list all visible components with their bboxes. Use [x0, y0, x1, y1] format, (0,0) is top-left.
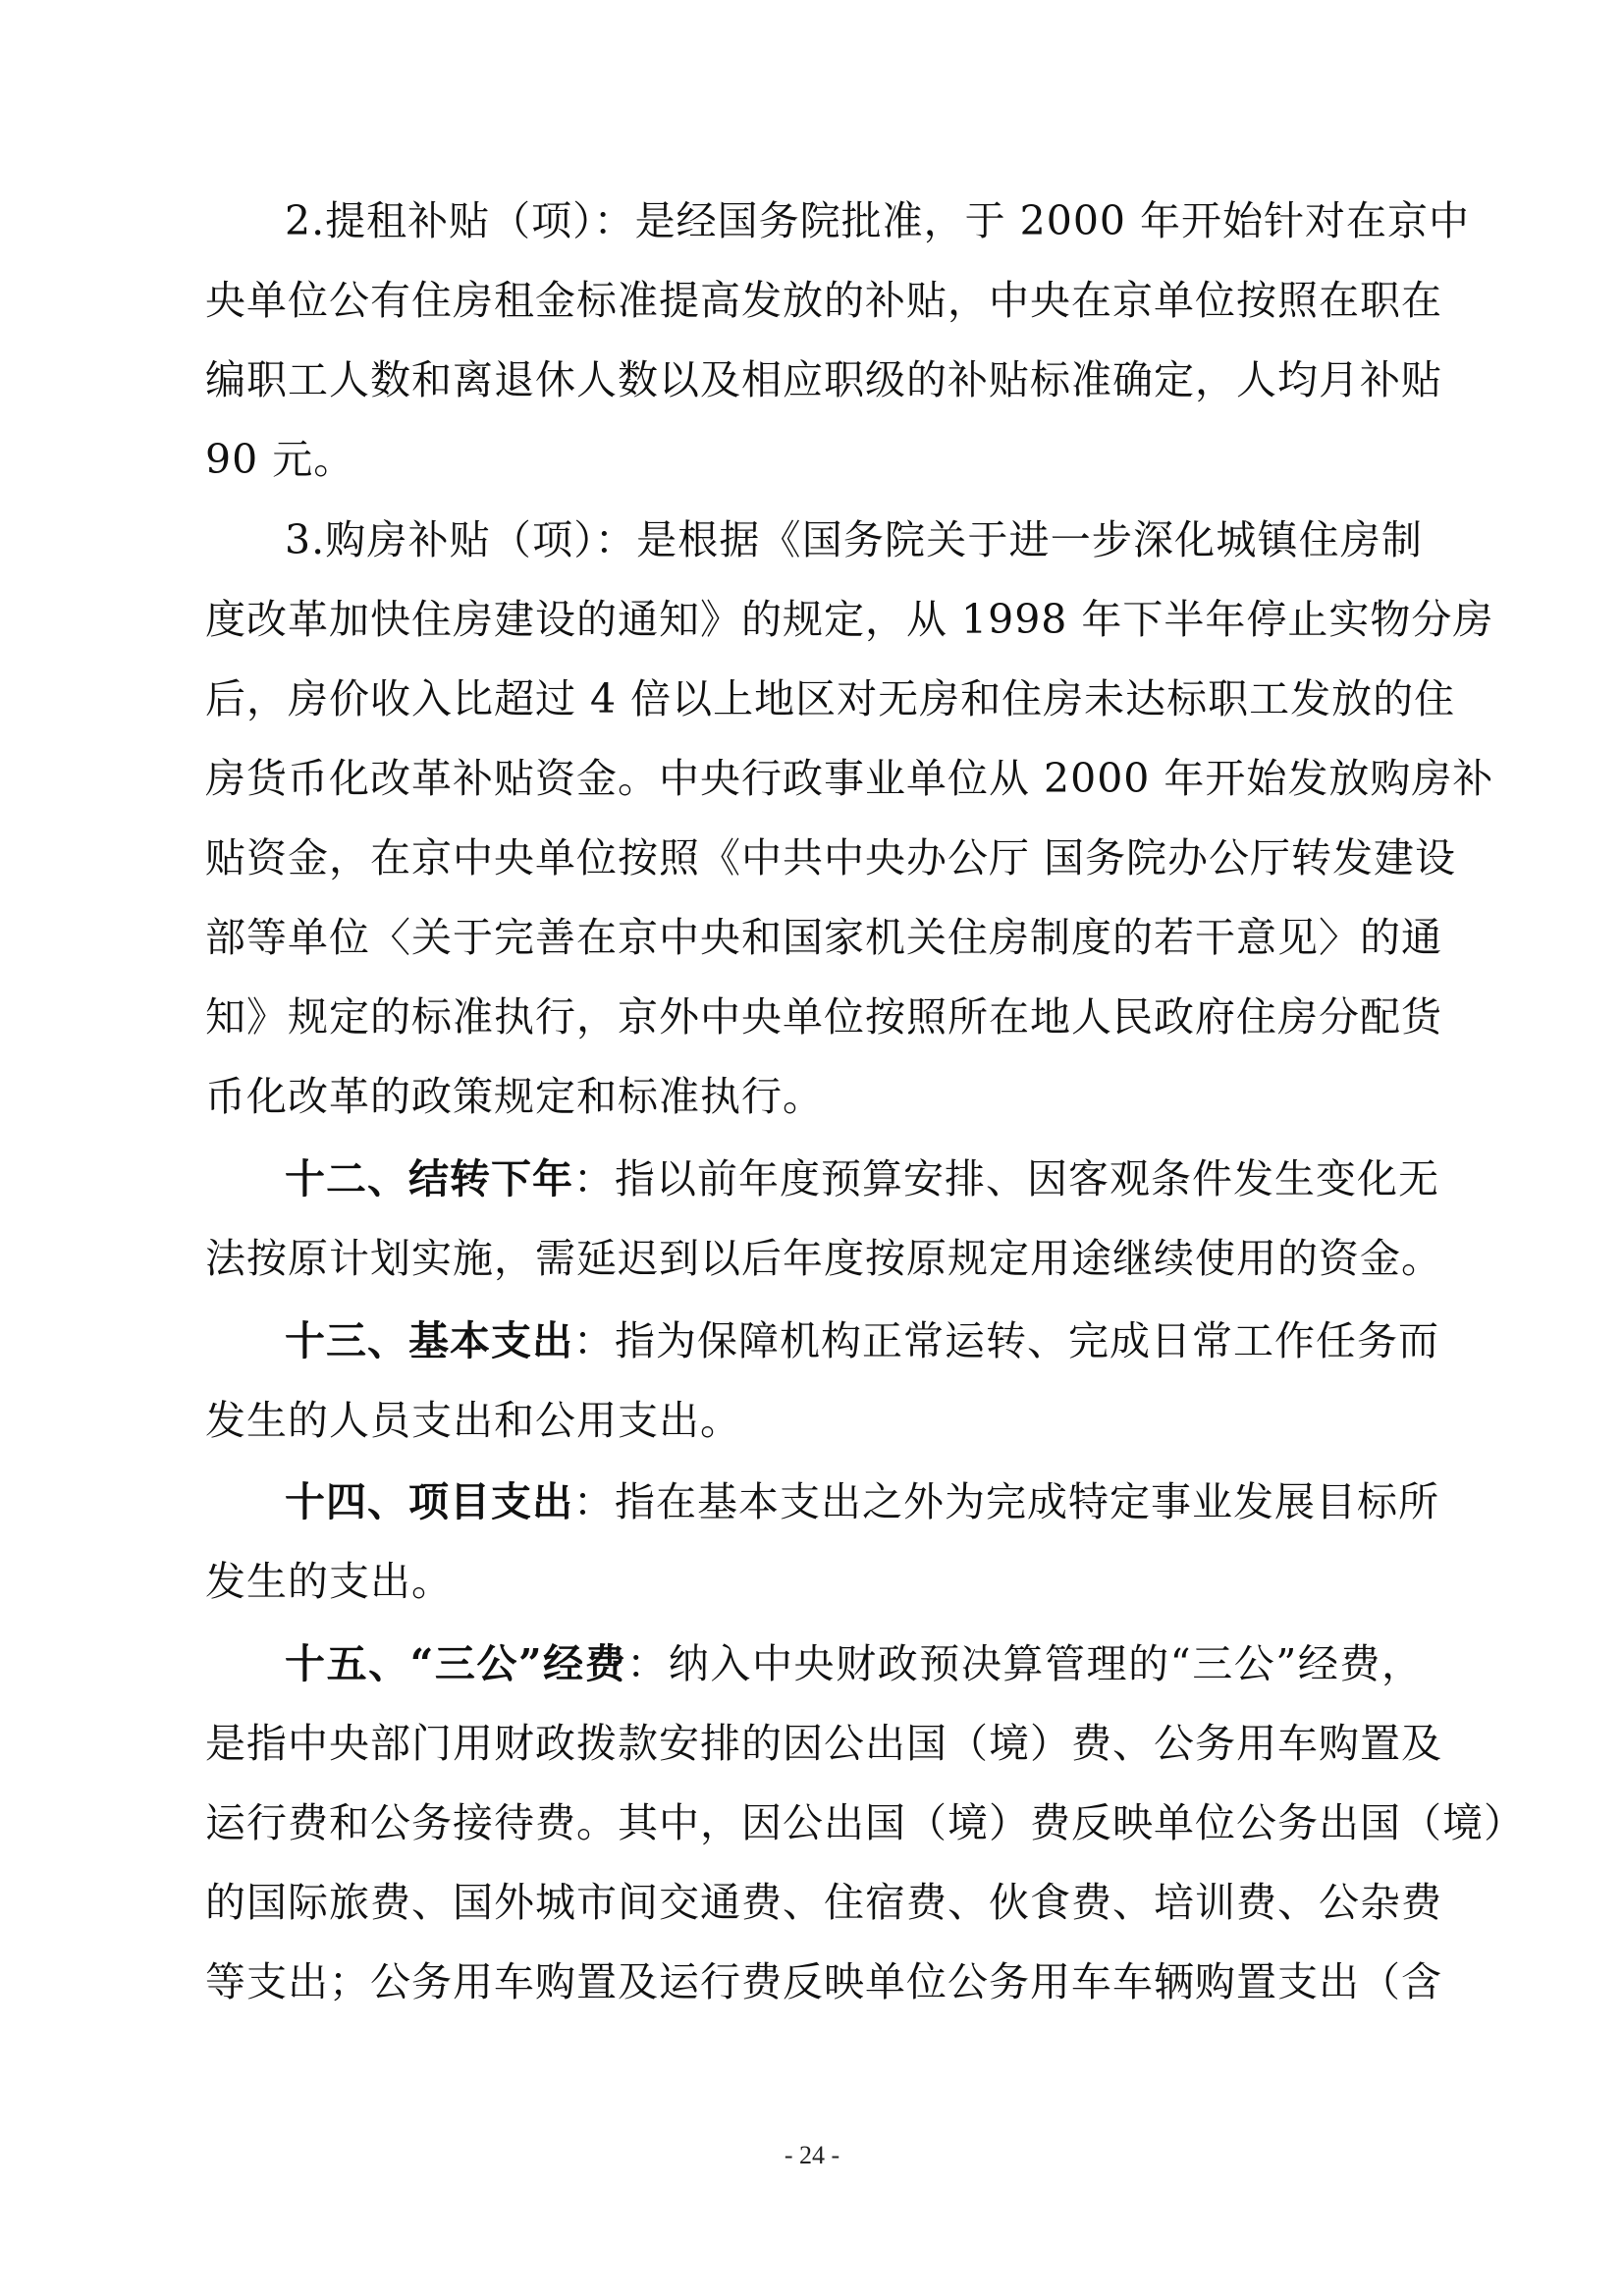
paragraph-2-line-1: 3.购房补贴（项）：是根据《国务院关于进一步深化城镇住房制 [285, 516, 1423, 563]
paragraph-2-line-7: 知》规定的标准执行，京外中央单位按照所在地人民政府住房分配货 [205, 993, 1442, 1041]
paragraph-4-line-2: 发生的人员支出和公用支出。 [205, 1397, 741, 1444]
paragraph-2-line-8: 币化改革的政策规定和标准执行。 [205, 1073, 824, 1120]
paragraph-3-line-2: 法按原计划实施，需延迟到以后年度按原规定用途继续使用的资金。 [205, 1235, 1442, 1282]
page-number: - 24 - [784, 2141, 840, 2169]
paragraph-5-line-1-text: ：指在基本支出之外为完成特定事业发展目标所 [573, 1478, 1439, 1525]
paragraph-6-line-3: 运行费和公务接待费。其中，因公出国（境）费反映单位公务出国（境） [205, 1799, 1525, 1846]
paragraph-5-line-1 [285, 1463, 1439, 1541]
paragraph-2-line-4: 房货币化改革补贴资金。中央行政事业单位从 2000 年开始发放购房补 [205, 755, 1494, 802]
paragraph-6-line-4: 的国际旅费、国外城市间交通费、住宿费、伙食费、培训费、公杂费 [205, 1879, 1442, 1926]
paragraph-1-line-1: 2.提租补贴（项）：是经国务院批准，于 2000 年开始针对在京中 [285, 197, 1471, 244]
paragraph-3-line-1-text: ：指以前年度预算安排、因客观条件发生变化无 [573, 1155, 1439, 1202]
term-basic-expenditure: 十三、基本支出 [285, 1317, 573, 1364]
paragraph-2-line-6: 部等单位〈关于完善在京中央和国家机关住房制度的若干意见〉的通 [205, 914, 1442, 961]
term-three-public-expenses: 十五、“三公”经费 [285, 1640, 627, 1687]
paragraph-6-line-5: 等支出；公务用车购置及运行费反映单位公务用车车辆购置支出（含 [205, 1958, 1442, 2005]
term-project-expenditure: 十四、项目支出 [285, 1478, 573, 1525]
paragraph-1-line-3: 编职工人数和离退休人数以及相应职级的补贴标准确定，人均月补贴 [205, 356, 1442, 403]
paragraph-4-line-1-text: ：指为保障机构正常运转、完成日常工作任务而 [573, 1317, 1439, 1364]
paragraph-1-line-2: 央单位公有住房租金标准提高发放的补贴，中央在京单位按照在职在 [205, 277, 1442, 324]
paragraph-2-line-5: 贴资金，在京中央单位按照《中共中央办公厅 国务院办公厅转发建设 [205, 834, 1457, 881]
paragraph-4-line-1 [285, 1302, 1439, 1380]
paragraph-6-line-1-text: ：纳入中央财政预决算管理的“三公”经费， [626, 1640, 1423, 1687]
paragraph-6-line-2: 是指中央部门用财政拨款安排的因公出国（境）费、公务用车购置及 [205, 1720, 1442, 1767]
paragraph-1-line-4: 90 元。 [205, 436, 355, 483]
paragraph-2-line-3: 后，房价收入比超过 4 倍以上地区对无房和住房未达标职工发放的住 [205, 675, 1456, 722]
paragraph-2-line-2: 度改革加快住房建设的通知》的规定，从 1998 年下半年停止实物分房 [205, 596, 1494, 643]
paragraph-6-line-1 [285, 1625, 1423, 1703]
paragraph-5-line-2: 发生的支出。 [205, 1558, 453, 1605]
term-carryover: 十二、结转下年 [285, 1155, 573, 1202]
paragraph-3-line-1 [285, 1140, 1439, 1218]
